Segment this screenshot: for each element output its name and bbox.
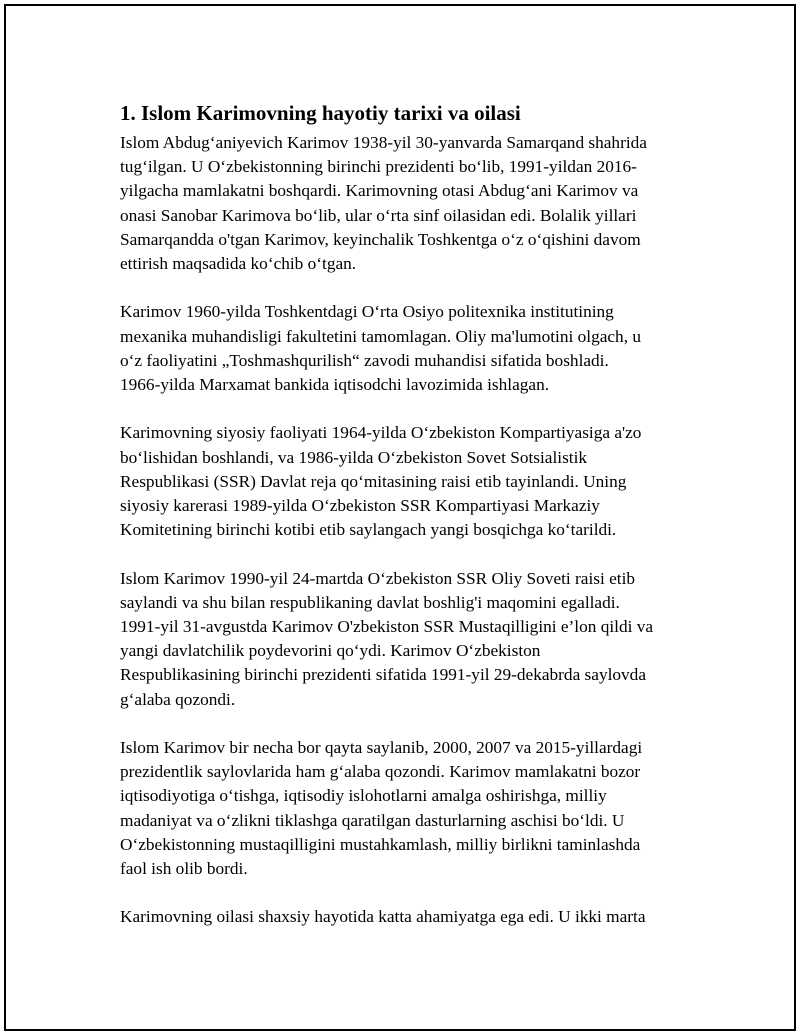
text-line: Karimovning oilasi shaxsiy hayotida katta ahamiyatga ega edi. U ikki marta	[120, 907, 646, 927]
text-line: Respublikasining birinchi prezidenti sifatida 1991-yil 29-dekabrda saylovda	[120, 665, 646, 685]
text-line: madaniyat va oʻzlikni tiklashga qaratilgan dasturlarning aschisi boʻldi. U	[120, 810, 625, 830]
text-line: iqtisodiyotiga oʻtishga, iqtisodiy islohotlarni amalga oshirishga, milliy	[120, 786, 607, 806]
text-line: mexanika muhandisligi fakultetini tamomlagan. Oliy ma'lumotini olgach, u	[120, 326, 641, 346]
paragraph-1	[120, 131, 700, 276]
text-line: Islom Abdugʻaniyevich Karimov 1938-yil 30-yanvarda Samarqand shahrida	[120, 133, 647, 152]
text-line: Karimov 1960-yilda Toshkentdagi Oʻrta Osiyo politexnika institutining	[120, 302, 614, 322]
text-line: yangi davlatchilik poydevorini qoʻydi. Karimov Oʻzbekiston	[120, 641, 541, 661]
text-line: Samarqandda o'tgan Karimov, keyinchalik Toshkentga oʻz oʻqishini davom	[120, 229, 641, 249]
text-line: saylandi va shu bilan respublikaning davlat boshlig'i maqomini egalladi.	[120, 592, 620, 612]
text-line: Komitetining birinchi kotibi etib saylangach yangi bosqichga koʻtarildi.	[120, 520, 617, 540]
section-heading: 1. Islom Karimovning hayotiy tarixi va oilasi	[120, 101, 521, 125]
text-line: 1991-yil 31-avgustda Karimov O'zbekiston SSR Mustaqilligini e’lon qildi va	[120, 617, 654, 637]
paragraph-5	[120, 736, 700, 881]
text-line: Respublikasi (SSR) Davlat reja qoʻmitasining raisi etib tayinlandi. Uning	[120, 471, 627, 491]
text-line: yilgacha mamlakatni boshqardi. Karimovning otasi Abdugʻani Karimov va	[120, 181, 639, 201]
text-line: faol ish olib bordi.	[120, 859, 248, 879]
document-page	[4, 4, 796, 1031]
paragraph-2	[120, 300, 700, 397]
paragraph-3	[120, 421, 700, 542]
text-line: oʻz faoliyatini „Toshmashqurilish“ zavodi muhandisi sifatida boshladi.	[120, 350, 609, 370]
paragraph-6	[120, 905, 700, 929]
text-line: gʻalaba qozondi.	[120, 689, 236, 709]
text-line: tugʻilgan. U Oʻzbekistonning birinchi prezidenti boʻlib, 1991-yildan 2016-	[120, 157, 637, 177]
text-line: Karimovning siyosiy faoliyati 1964-yilda Oʻzbekiston Kompartiyasiga a'zo	[120, 423, 642, 443]
text-line: 1966-yilda Marxamat bankida iqtisodchi lavozimida ishlagan.	[120, 375, 550, 395]
paragraph-4	[120, 567, 700, 712]
text-line: Islom Karimov bir necha bor qayta saylanib, 2000, 2007 va 2015-yillardagi	[120, 738, 643, 758]
text-line: prezidentlik saylovlarida ham gʻalaba qozondi. Karimov mamlakatni bozor	[120, 762, 641, 782]
text-line: boʻlishidan boshlandi, va 1986-yilda Oʻzbekiston Sovet Sotsialistik	[120, 447, 588, 467]
text-line: Islom Karimov 1990-yil 24-martda Oʻzbekiston SSR Oliy Soveti raisi etib	[120, 568, 636, 588]
document-body	[120, 99, 700, 954]
text-line: siyosiy karerasi 1989-yilda Oʻzbekiston SSR Kompartiyasi Markaziy	[120, 496, 600, 516]
text-line: Oʻzbekistonning mustaqilligini mustahkamlash, milliy birlikni taminlashda	[120, 834, 641, 854]
text-line: onasi Sanobar Karimova boʻlib, ular oʻrta sinf oilasidan edi. Bolalik yillari	[120, 205, 637, 225]
text-line: ettirish maqsadida koʻchib oʻtgan.	[120, 254, 357, 274]
